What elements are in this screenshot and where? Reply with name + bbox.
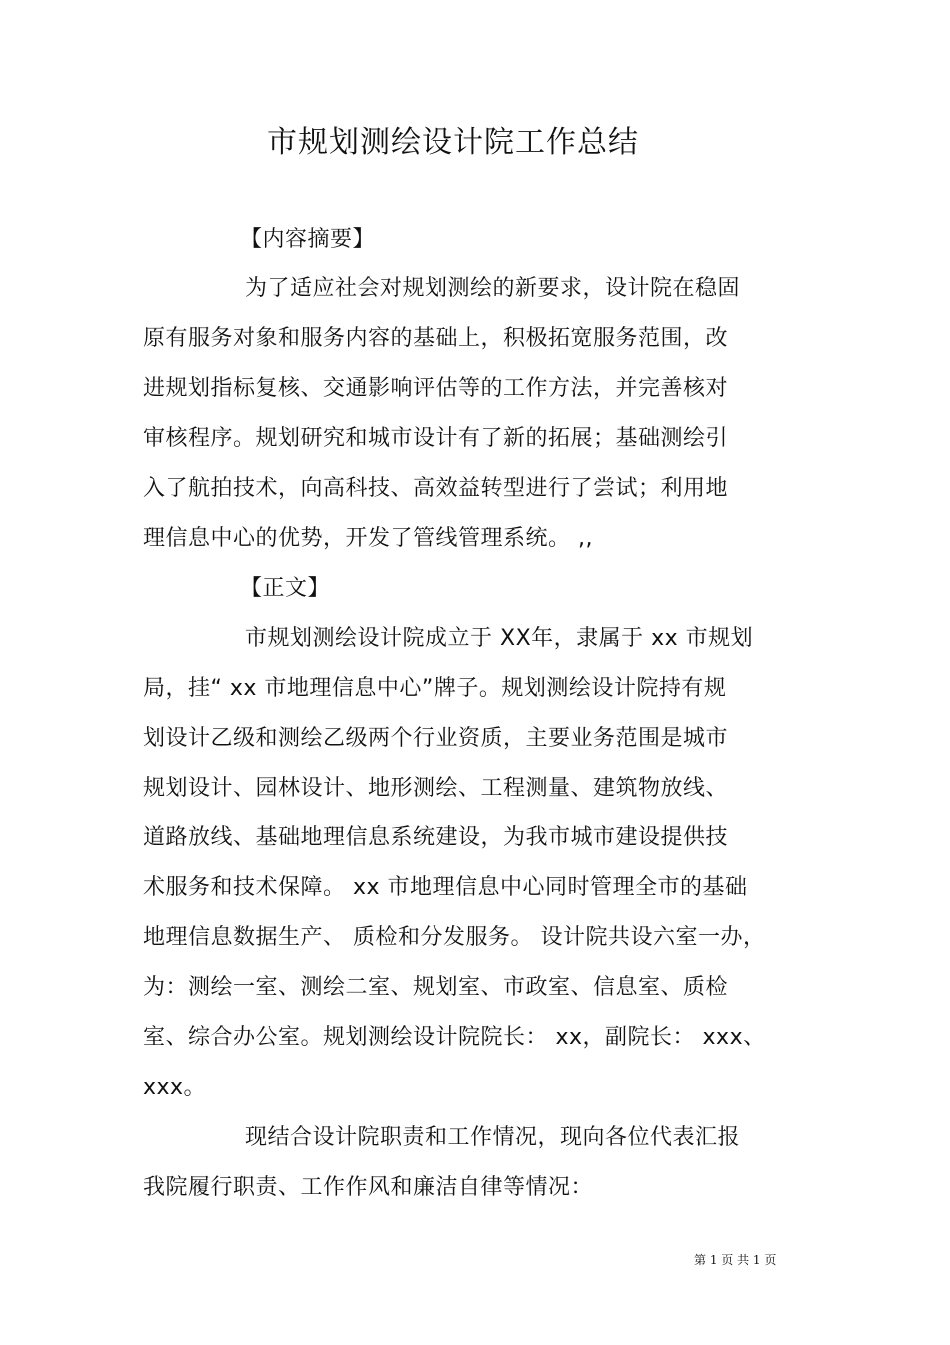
abstract-line-4: 审核程序。规划研究和城市设计有了新的拓展；基础测绘引	[143, 426, 729, 451]
body-line-7: 地理信息数据生产、 质检和分发服务。 设计院共设六室一办，	[143, 925, 766, 950]
body-heading: 【正文】	[240, 576, 331, 601]
body-line-1: 市规划测绘设计院成立于 XX年，隶属于 xx 市规划	[245, 626, 754, 651]
page-footer: 第 1 页 共 1 页	[694, 1253, 777, 1267]
body-line-10: xxx。	[143, 1075, 207, 1100]
closing-line-1: 现结合设计院职责和工作情况，现向各位代表汇报	[245, 1125, 741, 1150]
body-line-6: 术服务和技术保障。 xx 市地理信息中心同时管理全市的基础	[143, 875, 748, 900]
document-title: 市规划测绘设计院工作总结	[267, 125, 639, 160]
abstract-line-6: 理信息中心的优势，开发了管线管理系统。 ,,	[143, 526, 593, 551]
body-line-5: 道路放线、基础地理信息系统建设，为我市城市建设提供技	[143, 825, 729, 850]
closing-line-2: 我院履行职责、工作作风和廉洁自律等情况：	[143, 1175, 594, 1200]
abstract-line-2: 原有服务对象和服务内容的基础上，积极拓宽服务范围，改	[143, 326, 729, 351]
abstract-line-3: 进规划指标复核、交通影响评估等的工作方法，并完善核对	[143, 376, 729, 401]
body-line-2: 局，挂“ xx 市地理信息中心”牌子。规划测绘设计院持有规	[143, 676, 727, 701]
abstract-line-1: 为了适应社会对规划测绘的新要求，设计院在稳固	[245, 276, 741, 301]
body-line-8: 为：测绘一室、测绘二室、规划室、市政室、信息室、质检	[143, 975, 729, 1000]
abstract-line-5: 入了航拍技术，向高科技、高效益转型进行了尝试；利用地	[143, 476, 729, 501]
body-line-9: 室、综合办公室。规划测绘设计院院长： xx，副院长： xxx、	[143, 1025, 766, 1050]
abstract-heading: 【内容摘要】	[240, 227, 376, 252]
body-line-3: 划设计乙级和测绘乙级两个行业资质，主要业务范围是城市	[143, 726, 729, 751]
body-line-4: 规划设计、园林设计、地形测绘、工程测量、建筑物放线、	[143, 776, 729, 801]
